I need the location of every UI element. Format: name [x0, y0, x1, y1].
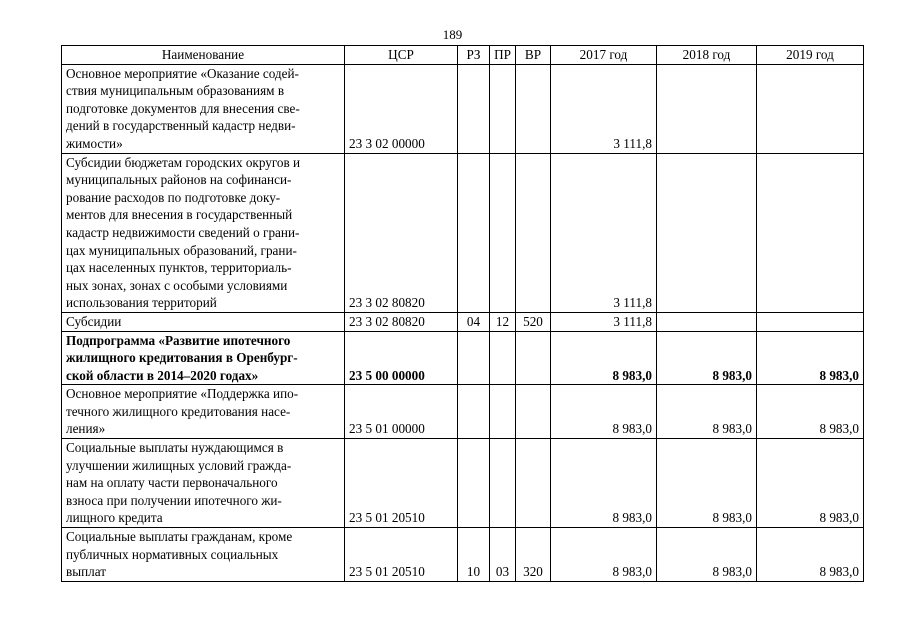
table-header-row: [62, 46, 864, 65]
row-2018: 8 983,0: [657, 528, 757, 582]
table-row: [62, 153, 864, 312]
row-pr: [490, 439, 516, 528]
header-name: Наименование: [62, 46, 345, 65]
row-2017: 3 111,8: [551, 153, 657, 312]
table-row: [62, 528, 864, 582]
header-vr: ВР: [516, 46, 551, 65]
row-vr: [516, 331, 551, 385]
row-csr: 23 3 02 80820: [345, 312, 458, 331]
row-rz: [458, 153, 490, 312]
row-2019: 8 983,0: [757, 439, 864, 528]
budget-table: [61, 45, 864, 582]
row-pr: [490, 385, 516, 439]
row-rz: [458, 64, 490, 153]
row-2017: 3 111,8: [551, 64, 657, 153]
row-2018: [657, 153, 757, 312]
row-vr: [516, 385, 551, 439]
row-2017: 8 983,0: [551, 528, 657, 582]
row-csr: 23 5 01 20510: [345, 528, 458, 582]
header-csr: ЦСР: [345, 46, 458, 65]
row-name: Основное мероприятие «Поддержка ипо- течного жилищного кредитования насе- ления»: [62, 385, 345, 439]
row-rz: [458, 331, 490, 385]
row-2017: 8 983,0: [551, 385, 657, 439]
header-rz: РЗ: [458, 46, 490, 65]
row-name: Подпрограмма «Развитие ипотечного жилищного кредитования в Оренбург- ской области в 2014–2020 годах»: [62, 331, 345, 385]
row-rz: [458, 385, 490, 439]
row-vr: 320: [516, 528, 551, 582]
row-name: Социальные выплаты гражданам, кроме публичных нормативных социальных выплат: [62, 528, 345, 582]
table-row: [62, 385, 864, 439]
table-row: [62, 64, 864, 153]
row-name: Субсидии бюджетам городских округов и муниципальных районов на софинанси- рование расходов по подготовке доку- ментов для внесения в государственный кадастр недвижимости сведений о грани- цах муниципальных образований, грани- цах населенных пунктов, территориаль- ных зонах, зонах с особыми условиями использования территорий: [62, 153, 345, 312]
row-vr: [516, 439, 551, 528]
table-row: [62, 312, 864, 331]
row-csr: 23 3 02 80820: [345, 153, 458, 312]
row-2018: 8 983,0: [657, 439, 757, 528]
header-pr: ПР: [490, 46, 516, 65]
row-pr: [490, 331, 516, 385]
row-csr: 23 5 01 20510: [345, 439, 458, 528]
page-number: 189: [442, 27, 463, 42]
table-row: [62, 331, 864, 385]
row-pr: 03: [490, 528, 516, 582]
row-csr: 23 3 02 00000: [345, 64, 458, 153]
row-2017: 8 983,0: [551, 439, 657, 528]
row-2019: 8 983,0: [757, 385, 864, 439]
row-name: Основное мероприятие «Оказание содей- ствия муниципальным образованиям в подготовке документов для внесения све- дений в государственный кадастр недви- жимости»: [62, 64, 345, 153]
row-2017: 3 111,8: [551, 312, 657, 331]
row-name: Субсидии: [62, 312, 345, 331]
row-2018: 8 983,0: [657, 331, 757, 385]
row-vr: 520: [516, 312, 551, 331]
row-2018: [657, 64, 757, 153]
row-rz: [458, 439, 490, 528]
row-rz: 10: [458, 528, 490, 582]
row-2019: [757, 312, 864, 331]
header-2018: 2018 год: [657, 46, 757, 65]
row-pr: [490, 153, 516, 312]
row-name: Социальные выплаты нуждающимся в улучшении жилищных условий гражда- нам на оплату части первоначального взноса при получении ипотечного жи- лищного кредита: [62, 439, 345, 528]
row-2019: [757, 153, 864, 312]
row-2018: [657, 312, 757, 331]
row-2019: 8 983,0: [757, 331, 864, 385]
row-csr: 23 5 00 00000: [345, 331, 458, 385]
row-csr: 23 5 01 00000: [345, 385, 458, 439]
row-pr: [490, 64, 516, 153]
row-2017: 8 983,0: [551, 331, 657, 385]
row-2018: 8 983,0: [657, 385, 757, 439]
table-row: [62, 439, 864, 528]
row-2019: 8 983,0: [757, 528, 864, 582]
row-vr: [516, 153, 551, 312]
header-2017: 2017 год: [551, 46, 657, 65]
header-2019: 2019 год: [757, 46, 864, 65]
row-rz: 04: [458, 312, 490, 331]
row-vr: [516, 64, 551, 153]
row-2019: [757, 64, 864, 153]
row-pr: 12: [490, 312, 516, 331]
